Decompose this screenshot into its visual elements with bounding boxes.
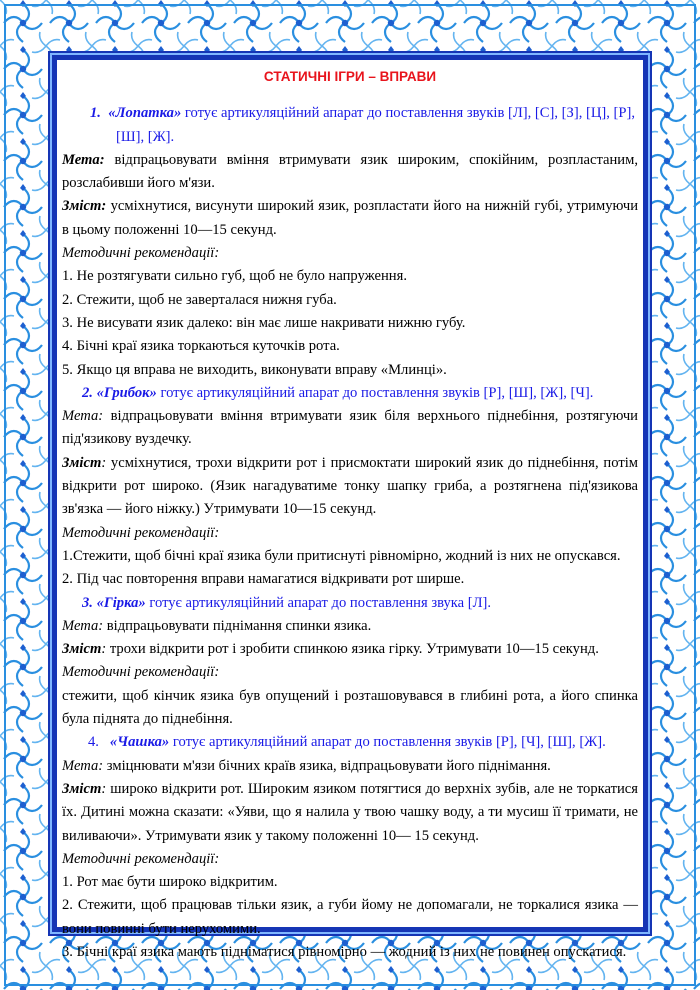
list-item: 2. Стежити, щоб працював тільки язик, а губи йому не допомагали, не торкалися язика — вони повинні бути нерухомими.	[62, 897, 638, 937]
exercise-1-content: Зміст: усміхнутися, висунути широкий язик, розпластати його на нижній губі, утримуючи в цьому положенні 10—15 секунд.	[62, 198, 638, 238]
list-item: 4. Бічні краї язика торкаються куточків рота.	[62, 338, 340, 355]
exercise-3-content: Зміст: трохи відкрити рот і зробити спинкою язика гірку. Утримувати 10—15 секунд.	[62, 641, 599, 658]
page-title: СТАТИЧНІ ІГРИ – ВПРАВИ	[263, 69, 437, 84]
exercise-2-recs-label: Методичні рекомендації:	[62, 524, 220, 541]
exercise-4-content: Зміст: широко відкрити рот. Широким язиком потягтися до верхніх зубів, але не торкатися їх. Дитині можна сказати: «Уяви, що я налила у твою чашку воду, а ти мусиш її тримати, не виливаючи». Утримувати язик у такому положенні 10— 15 секунд.	[62, 780, 638, 844]
exercise-3-heading: 3. «Гірка» готує артикуляційний апарат до поставлення звука [Л].	[82, 594, 492, 611]
exercise-1-name: «Лопатка»	[108, 105, 182, 122]
list-item: 2. Під час повторення вправи намагатися відкривати рот ширше.	[62, 571, 465, 588]
list-item: 1. Рот має бути широко відкритим.	[62, 874, 278, 891]
list-item: 1.Стежити, щоб бічні краї язика були притиснуті рівномірно, жодний із них не опускався.	[62, 547, 621, 564]
exercise-4-heading: 4. «Чашка» готує артикуляційний апарат до поставлення звуків [Р], [Ч], [Ш], [Ж].	[88, 734, 606, 751]
exercise-1-goal: Мета: відпрацьовувати вміння втримувати язик широким, спокійним, розпластаним, розслабивши його м'язи.	[62, 151, 638, 192]
exercise-4-goal: Мета: зміцнювати м'язи бічних країв язика, відпрацьовувати його піднімання.	[62, 757, 551, 774]
list-item: 2. Стежити, щоб не заверталася нижня губа.	[62, 291, 337, 308]
exercise-3-goal: Мета: відпрацьовувати піднімання спинки язика.	[62, 617, 372, 634]
list-item: 5. Якщо ця вправа не виходить, виконувати вправу «Млинці».	[62, 361, 447, 378]
exercise-2-goal: Мета: відпрацьовувати вміння втримувати язик біля верхнього піднебіння, розтягуючи під'язикову вуздечку.	[62, 408, 638, 448]
exercise-1-recs-label: Методичні рекомендації:	[62, 245, 220, 262]
list-item: стежити, щоб кінчик язика був опущений і розташовувався в глибині рота, а його спинка була піднята до піднебіння.	[62, 687, 638, 728]
exercise-2-heading: 2. «Грибок» готує артикуляційний апарат до поставлення звуків [Р], [Ш], [Ж], [Ч].	[82, 384, 594, 401]
document-body	[62, 62, 638, 964]
list-item: 3. Не висувати язик далеко: він має лише накривати нижню губу.	[62, 314, 466, 331]
exercise-3-recs-label: Методичні рекомендації:	[62, 664, 220, 681]
exercise-2-name: «Грибок»	[96, 384, 157, 401]
exercise-3-name: «Гірка»	[96, 594, 146, 611]
exercise-1-heading: 1. «Лопатка» готує артикуляційний апарат до поставлення звуків [Л], [С], [З], [Ц], [Р], [Ш], [Ж].	[90, 105, 636, 145]
list-item: 3. Бічні краї язика мають підніматися рівномірно — жодний із них не повинен опускатися.	[62, 943, 627, 960]
exercise-4-name: «Чашка»	[109, 734, 170, 751]
exercise-4-recs-label: Методичні рекомендації:	[62, 850, 220, 867]
exercise-2-content: Зміст: усміхнутися, трохи відкрити рот і присмоктати широкий язик до піднебіння, потім відкрити рот широко. (Язик нагадуватиме тонку шапку гриба, а розтягнена під'язикова зв'язка — його ніжку.) Утримувати 10—15 секунд.	[62, 454, 638, 518]
list-item: 1. Не розтягувати сильно губ, щоб не було напруження.	[62, 268, 407, 285]
